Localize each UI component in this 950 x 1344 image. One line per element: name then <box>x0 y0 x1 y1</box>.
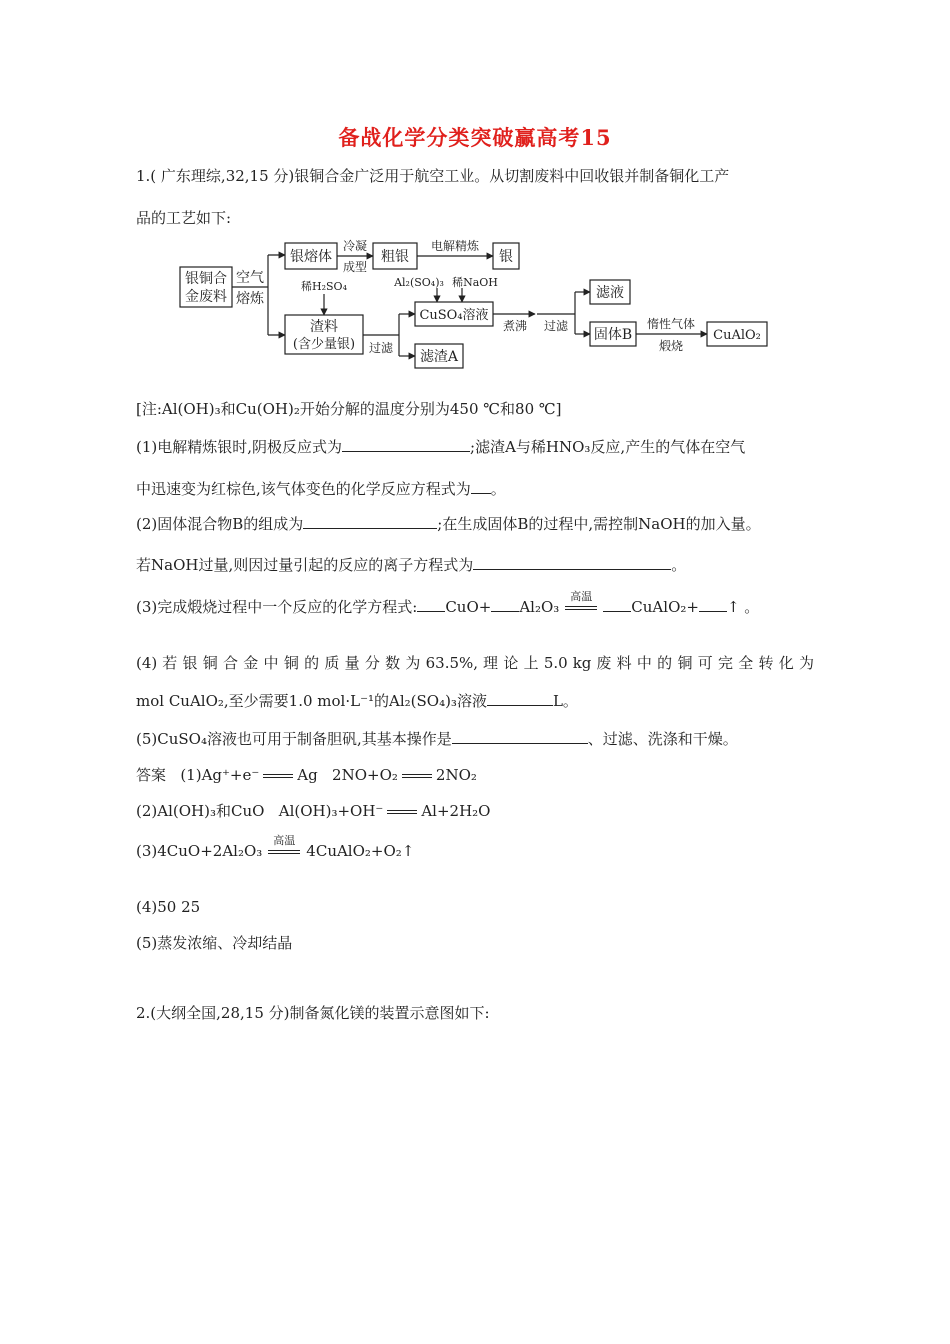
equals-sign <box>387 810 417 814</box>
answer-1-rhs: Ag <box>297 766 318 784</box>
answer-blank-1a[interactable] <box>342 437 470 452</box>
q1-part3-cualo2: CuAlO₂+ <box>631 598 699 616</box>
flow-inert-gas-label: 惰性气体 <box>646 317 696 331</box>
flow-smelt-label: 熔炼 <box>236 291 264 307</box>
flow-crude-ag-label: 粗银 <box>381 249 409 265</box>
flow-calcine-label: 煅烧 <box>658 339 684 353</box>
answer-line-1 <box>136 764 477 785</box>
q1-part5-line <box>136 728 738 749</box>
flow-electro-label: 电解精炼 <box>430 239 480 253</box>
q1-part4-line2 <box>136 690 578 711</box>
flow-boil-label: 煮沸 <box>502 319 528 333</box>
q1-note: [注:Al(OH)₃和Cu(OH)₂开始分解的温度分别为450 ℃和80 ℃] <box>136 400 562 418</box>
flow-filter2-label: 过滤 <box>543 319 569 333</box>
equals-sign <box>565 606 597 610</box>
q1-part1-text-d: 。 <box>490 480 506 498</box>
page-title: 备战化学分类突破赢高考15 <box>338 125 612 150</box>
q1-part1-text-c: 中迅速变为红棕色,该气体变色的化学反应方程式为 <box>136 480 471 498</box>
answer-1-lhs: (1)Ag⁺+e⁻ <box>180 766 260 784</box>
answer-blank-5[interactable] <box>452 729 588 744</box>
answer-line-5: (5)蒸发浓缩、冷却结晶 <box>136 934 293 952</box>
answer-label: 答案 <box>136 766 167 784</box>
equals-sign <box>268 850 300 854</box>
answer-line-3 <box>136 834 415 860</box>
q1-part2-line2 <box>136 554 686 575</box>
flow-solid-b-label: 固体B <box>593 327 633 343</box>
reaction-condition-text: 高温 <box>273 834 296 847</box>
answer-blank-3d[interactable] <box>699 597 727 612</box>
answer-line-2 <box>136 800 490 821</box>
answer-blank-1b[interactable] <box>471 479 491 494</box>
answer-3-rhs: 4CuAlO₂+O₂↑ <box>306 842 415 860</box>
q1-part2-text-d: 。 <box>671 556 687 574</box>
answer-blank-3a[interactable] <box>417 597 445 612</box>
q1-part1-line1 <box>136 436 745 457</box>
flow-residue-label-2: (含少量银) <box>292 337 356 352</box>
equals-sign <box>402 774 432 778</box>
q1-part1-line2 <box>136 478 506 499</box>
answer-blank-3c[interactable] <box>603 597 631 612</box>
answer-blank-2a[interactable] <box>303 514 437 529</box>
q1-part1-text-a: (1)电解精炼银时,阴极反应式为 <box>136 438 343 456</box>
q1-part2-text-c: 若NaOH过量,则因过量引起的反应的离子方程式为 <box>136 556 474 574</box>
q2-intro: 2.(大纲全国,28,15 分)制备氮化镁的装置示意图如下: <box>136 1004 490 1022</box>
q1-part2-line1 <box>136 513 761 534</box>
flow-start-label-1: 银铜合 <box>185 271 227 287</box>
flow-h2so4-label: 稀H₂SO₄ <box>301 280 347 293</box>
q1-part3-end: ↑ 。 <box>726 598 760 616</box>
answer-2-lhs: Al(OH)₃+OH⁻ <box>278 802 384 820</box>
answer-1b-rhs: 2NO₂ <box>435 766 477 784</box>
flow-air-label: 空气 <box>236 270 264 286</box>
flow-shape-label: 成型 <box>342 260 368 274</box>
q1-part5-text-a: (5)CuSO₄溶液也可用于制备胆矾,其基本操作是 <box>136 730 452 748</box>
answer-blank-4[interactable] <box>487 691 553 706</box>
q1-part3-cuo: CuO+ <box>445 598 492 616</box>
flow-ag-melt-label: 银熔体 <box>290 249 332 265</box>
q1-part2-text-a: (2)固体混合物B的组成为 <box>136 515 304 533</box>
q1-part1-text-b: ;滤渣A与稀HNO₃反应,产生的气体在空气 <box>470 438 746 456</box>
answer-3-lhs: (3)4CuO+2Al₂O₃ <box>136 842 263 860</box>
flow-al2so4-label: Al₂(SO₄)₃ <box>394 276 444 289</box>
answer-blank-2b[interactable] <box>473 555 671 570</box>
flow-ag-label: 银 <box>499 249 513 265</box>
reaction-condition-a3 <box>266 834 302 859</box>
q1-part3-text: (3)完成煅烧过程中一个反应的化学方程式: <box>136 598 418 616</box>
answer-2-rhs: Al+2H₂O <box>421 802 491 820</box>
answer-line-4: (4)50 25 <box>136 898 201 916</box>
reaction-condition-q3 <box>563 590 599 615</box>
flow-cool-label: 冷凝 <box>342 239 368 253</box>
flow-naoh-label: 稀NaOH <box>452 276 498 289</box>
q1-part3-al2o3: Al₂O₃ <box>519 598 560 616</box>
answer-1b-lhs: 2NO+O₂ <box>332 766 398 784</box>
flow-filtrate-label: 滤液 <box>596 285 624 301</box>
flow-cuso4-label: CuSO₄溶液 <box>419 308 489 323</box>
q1-intro-line2: 品的工艺如下: <box>136 209 232 227</box>
flow-filter1-label: 过滤 <box>368 341 394 355</box>
q1-part4-line1: (4) 若 银 铜 合 金 中 铜 的 质 量 分 数 为 63.5%, 理 论 上 5.0 kg 废 料 中 的 铜 可 完 全 转 化 为 <box>136 654 814 672</box>
q1-part4-text-a: mol CuAlO₂,至少需要1.0 mol·L⁻¹的Al₂(SO₄)₃溶液 <box>136 692 487 710</box>
reaction-condition-text: 高温 <box>570 590 593 603</box>
q1-part3-line <box>136 590 760 617</box>
flow-residue-a-label: 滤渣A <box>419 349 459 365</box>
flow-start-label-2: 金废料 <box>185 289 227 305</box>
q1-part4-text-b: L。 <box>552 692 578 710</box>
equals-sign <box>263 774 293 778</box>
answer-2-text: (2)Al(OH)₃和CuO <box>136 802 265 820</box>
flow-residue-label-1: 渣料 <box>310 319 338 335</box>
q1-intro-line1: 1.( 广东理综,32,15 分)银铜合金广泛用于航空工业。从切割废料中回收银并制备铜化工产 <box>136 167 730 185</box>
process-flow-diagram <box>175 236 775 370</box>
flow-cualo2-label: CuAlO₂ <box>713 328 761 343</box>
q1-part2-text-b: ;在生成固体B的过程中,需控制NaOH的加入量。 <box>437 515 761 533</box>
answer-blank-3b[interactable] <box>491 597 519 612</box>
q1-part5-text-b: 、过滤、洗涤和干燥。 <box>587 730 738 748</box>
